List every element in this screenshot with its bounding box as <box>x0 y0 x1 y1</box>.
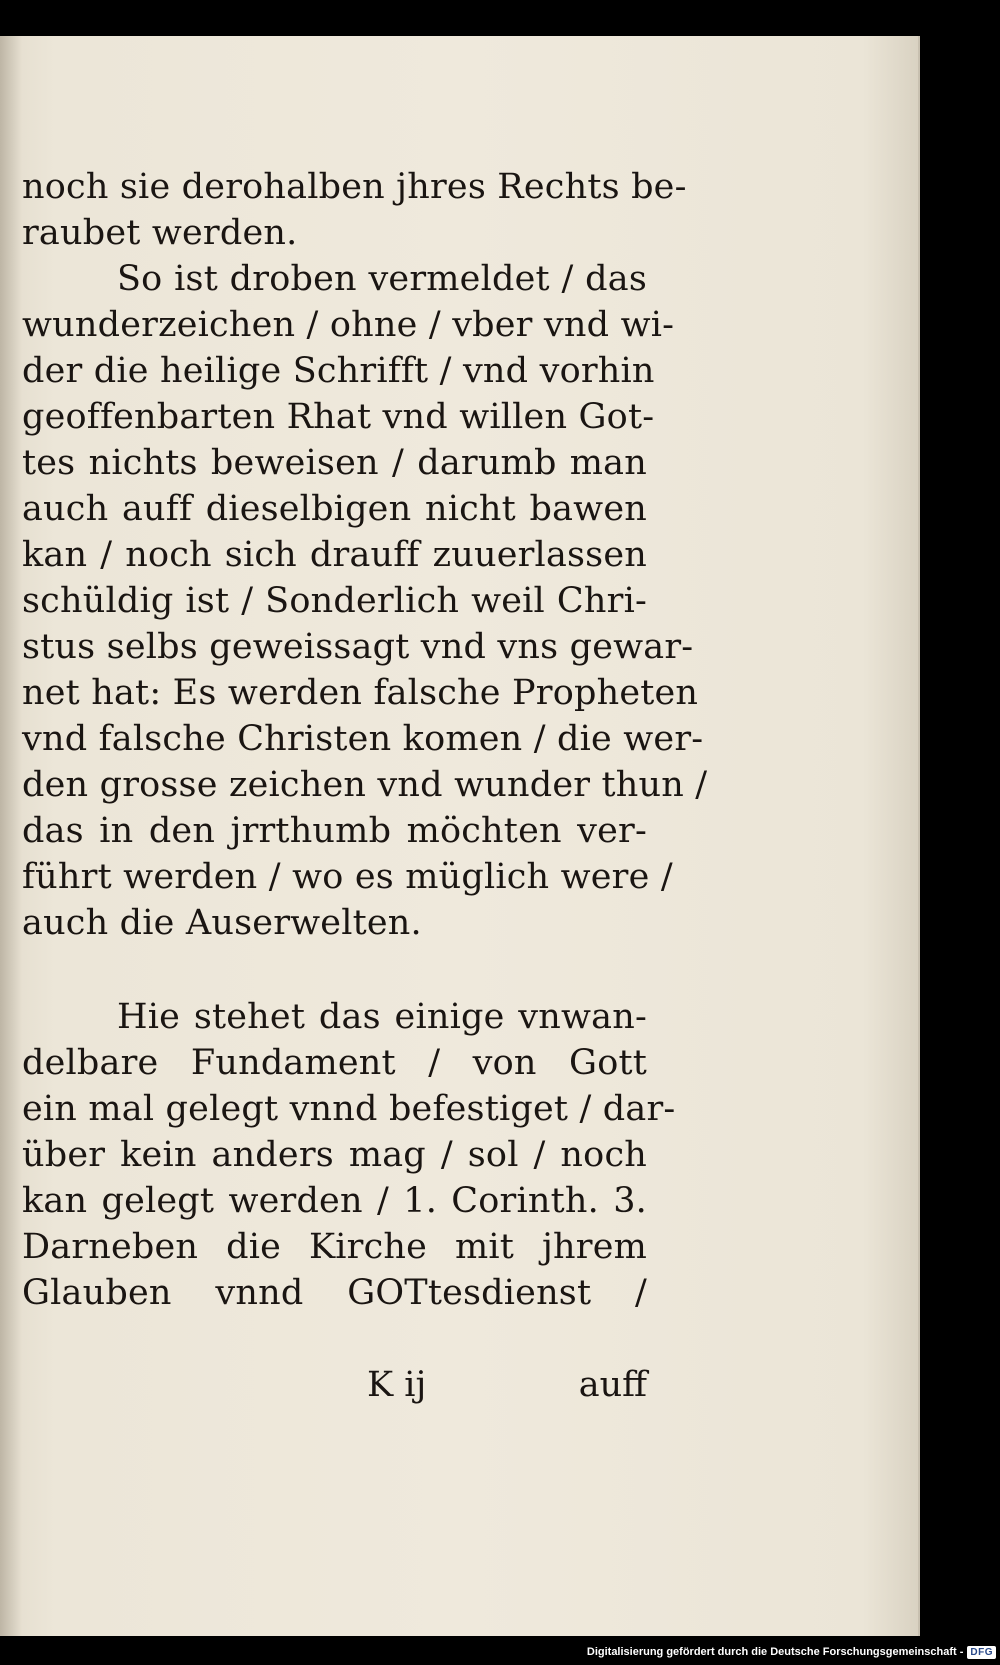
text-line: So ist droben vermeldet / das <box>117 259 647 299</box>
text-line: kan gelegt werden / 1. Corinth. 3. <box>22 1181 647 1221</box>
text-line: über kein anders mag / sol / noch <box>22 1135 647 1175</box>
text-line: raubet werden. <box>22 213 298 253</box>
text-line: kan / noch sich drauff zuuerlassen <box>22 535 647 575</box>
text-line: Glauben vnnd GOTtesdienst / <box>22 1273 647 1313</box>
text-line: auch die Auserwelten. <box>22 903 422 943</box>
dfg-logo: DFG <box>967 1646 996 1659</box>
text-line: Hie stehet das einige vnwan- <box>117 997 647 1037</box>
text-line: das in den jrrthumb möchten ver- <box>22 811 647 851</box>
text-line: vnd falsche Christen komen / die wer- <box>22 719 704 759</box>
text-line: führt werden / wo es müglich were / <box>22 857 673 897</box>
text-line: wunderzeichen / ohne / vber vnd wi- <box>22 305 675 345</box>
text-line: ein mal gelegt vnnd befestiget / dar- <box>22 1089 676 1129</box>
catchword: auff <box>578 1365 647 1405</box>
text-line: den grosse zeichen vnd wunder thun / <box>22 765 708 805</box>
page-foot <box>22 1362 647 1408</box>
credit-text: Digitalisierung gefördert durch die Deutsche Forschungsgemeinschaft - <box>586 1646 964 1658</box>
text-line: der die heilige Schrifft / vnd vorhin <box>22 351 655 391</box>
text-line: schüldig ist / Sonderlich weil Chri- <box>22 581 647 621</box>
text-line: Darneben die Kirche mit jhrem <box>22 1227 647 1267</box>
text-line: noch sie derohalben jhres Rechts be- <box>22 167 687 207</box>
book-page <box>0 36 920 1636</box>
text-line: delbare Fundament / von Gott <box>22 1043 647 1083</box>
text-line: stus selbs geweissagt vnd vns gewar- <box>22 627 694 667</box>
digitization-credit <box>587 1639 1000 1665</box>
text-line: auch auff dieselbigen nicht bawen <box>22 489 647 529</box>
text-line: tes nichts beweisen / darumb man <box>22 443 647 483</box>
text-line: geoffenbarten Rhat vnd willen Got- <box>22 397 655 437</box>
text-line: net hat: Es werden falsche Propheten <box>22 673 699 713</box>
signature-mark: K ij <box>367 1365 427 1405</box>
